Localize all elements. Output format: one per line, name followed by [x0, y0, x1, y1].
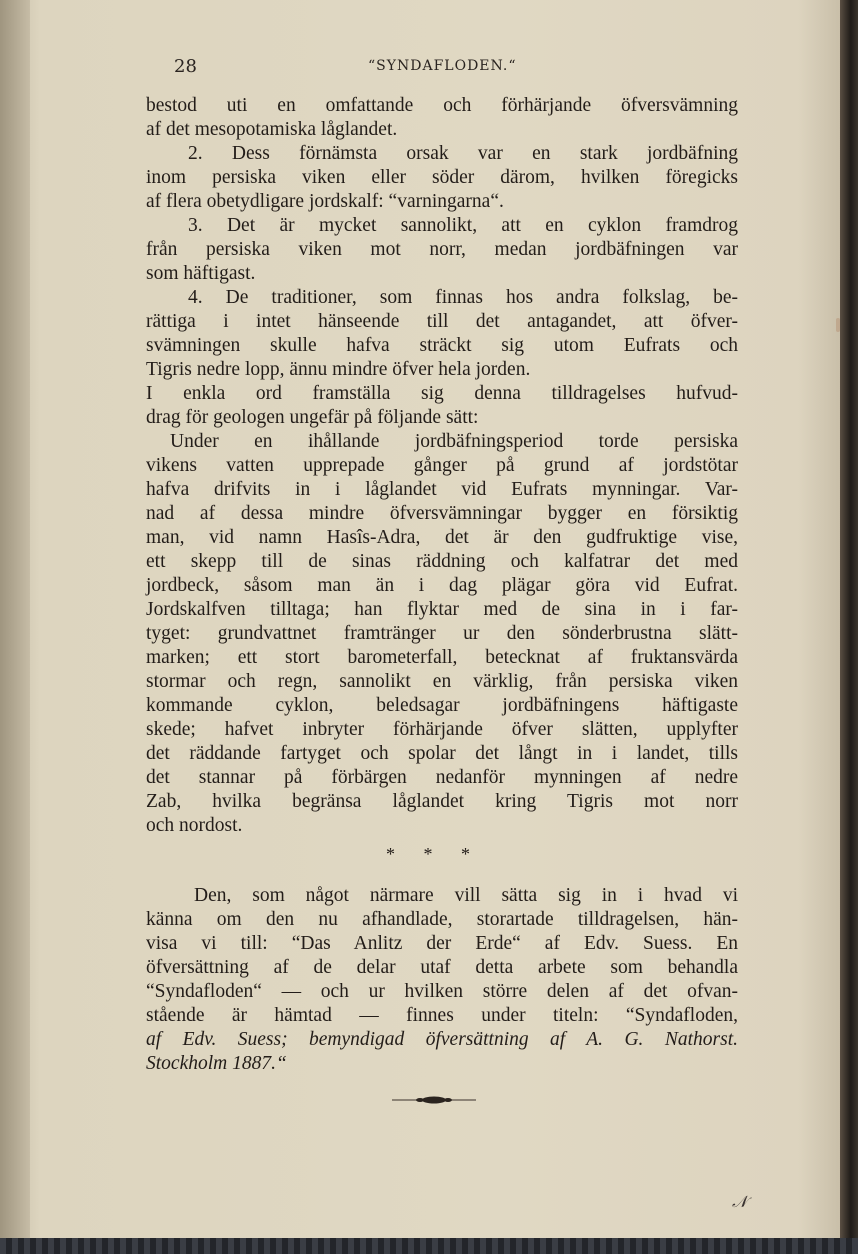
text-line: jordbeck, såsom man än i dag plägar göra vid Eufrat.: [146, 575, 738, 596]
running-head: “SYNDAFLODEN.“: [368, 58, 517, 74]
text-line: vikens vatten upprepade gånger på grund af jordstötar: [146, 455, 738, 476]
text-line: Zab, hvilka begränsa låglandet kring Tigris mot norr: [146, 791, 738, 812]
text-line: som häftigast.: [146, 263, 256, 284]
section-separator: [146, 842, 738, 882]
note-line: öfversättning af de delar utaf detta arbete som behandla: [146, 957, 738, 978]
note-line: stående är hämtad — finnes under titeln: “Syndafloden,: [146, 1005, 738, 1026]
text-line: Jordskalfven tilltaga; han flyktar med de sina in i far-: [146, 599, 738, 620]
text-line: 3. Det är mycket sannolikt, att en cyklon framdrog: [188, 215, 738, 236]
text-line: det stannar på förbärgen nedanför mynningen af nedre: [146, 767, 738, 788]
text-line: stormar och regn, sannolikt en värklig, från persiska viken: [146, 671, 738, 692]
text-line: från persiska viken mot norr, medan jordbäfningen var: [146, 239, 738, 260]
note-line: “Syndafloden“ — och ur hvilken större delen af det ofvan-: [146, 981, 738, 1002]
text-line: nad af dessa mindre öfversvämningar bygger en försiktig: [146, 503, 738, 524]
page-number: 28: [174, 56, 197, 77]
text-line: af det mesopotamiska låglandet.: [146, 119, 398, 140]
text-line: man, vid namn Hasîs-Adra, det är den gudfruktige vise,: [146, 527, 738, 548]
text-line: af flera obetydligare jordskalf: “varningarna“.: [146, 191, 504, 212]
text-line: 2. Dess förnämsta orsak var en stark jordbäfning: [188, 143, 738, 164]
page-gutter: [0, 0, 30, 1238]
text-line: och nordost.: [146, 815, 243, 836]
text-line: inom persiska viken eller söder därom, hvilken föregicks: [146, 167, 738, 188]
text-line: skede; hafvet inbryter förhärjande öfver slätten, upplyfter: [146, 719, 738, 740]
text-line: rättiga i intet hänseende till det antagandet, att öfver-: [146, 311, 738, 332]
text-line: det räddande fartyget och spolar det långt in i landet, tills: [146, 743, 738, 764]
note-line: visa vi till: “Das Anlitz der Erde“ af Edv. Suess. En: [146, 933, 738, 954]
text-line: hafva drifvits in i låglandet vid Eufrats mynningar. Var-: [146, 479, 738, 500]
separator-text: * * *: [386, 844, 482, 864]
page-header: [146, 54, 738, 82]
text-line: 4. De traditioner, som finnas hos andra folkslag, be-: [188, 287, 738, 308]
reference-note: [146, 884, 738, 1076]
text-line: marken; ett stort barometerfall, betecknat af fruktansvärda: [146, 647, 738, 668]
note-line: Stockholm 1887.“: [146, 1053, 287, 1074]
text-line: Tigris nedre lopp, ännu mindre öfver hela jorden.: [146, 359, 531, 380]
main-text: [146, 94, 738, 1074]
text-line: tyget: grundvattnet framtränger ur den sönderbrustna slätt-: [146, 623, 738, 644]
note-line: känna om den nu afhandlade, storartade tilldragelsen, hän-: [146, 909, 738, 930]
book-edge: [840, 0, 858, 1254]
table-surface: [0, 1238, 858, 1254]
ink-mark: 𝒩: [732, 1192, 748, 1211]
text-line: I enkla ord framställa sig denna tilldragelses hufvud-: [146, 383, 738, 404]
text-line: svämningen skulle hafva sträckt sig utom Eufrats och: [146, 335, 738, 356]
text-line: bestod uti en omfattande och förhärjande öfversvämning: [146, 95, 738, 116]
note-line: Den, som något närmare vill sätta sig in i hvad vi: [194, 885, 738, 906]
ornament-divider-icon: [392, 1094, 476, 1106]
text-line: Under en ihållande jordbäfningsperiod torde persiska: [170, 431, 738, 452]
text-line: kommande cyklon, beledsagar jordbäfningens häftigaste: [146, 695, 738, 716]
text-line: ett skepp till de sinas räddning och kalfatrar det med: [146, 551, 738, 572]
note-line: af Edv. Suess; bemyndigad öfversättning af A. G. Nathorst.: [146, 1029, 738, 1050]
text-line: drag för geologen ungefär på följande sätt:: [146, 407, 479, 428]
